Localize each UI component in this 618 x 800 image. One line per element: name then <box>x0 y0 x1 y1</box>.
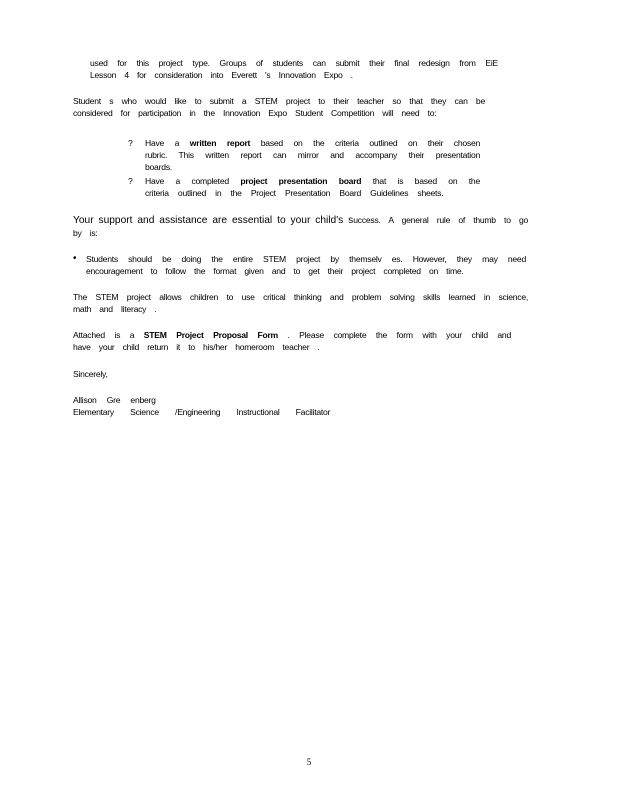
closing-text: Sincerely, <box>73 369 108 379</box>
bullet-text: Students should be doing the entire STEM project by themselv es. However, they may need encouragement to follow the format given and to get their project completed on time. <box>86 254 526 276</box>
attached-paragraph: Attached is a STEM Project Proposal Form . Please complete the form with your child and have your child return it to his/her homeroom teacher . <box>73 330 511 352</box>
support-lead-text: Your support and assistance are essential to your child's s <box>73 215 354 226</box>
proposal-form-name: STEM Project Proposal Form <box>143 330 278 340</box>
students-paragraph: Student s who would like to submit a STEM project to their teacher so that they can be considered for participation in the Innovation Expo Student Competition will need to: <box>73 96 485 118</box>
intro-line-1: used for this project type. Groups of students can submit their final redesign from EiE <box>90 58 498 68</box>
support-paragraph <box>73 214 528 239</box>
signature-name: Allison Gre enberg <box>73 395 156 405</box>
requirement-text: Have a completed project presentation board that is based on the criteria outlined in the Project Presentation Board Guidelines sheets. <box>145 176 480 198</box>
support-rest-text: uccess. A general rule of thumb to go by is: <box>73 215 529 238</box>
requirement-text: Have a written report based on the criteria outlined on their chosen rubric. This written report can mirror and accompany their presentation boards. <box>145 138 480 172</box>
intro-line-2: Lesson 4 for consideration into Everett 's Innovation Expo . <box>90 70 353 80</box>
bullet-marker: • <box>73 253 77 264</box>
page-number: 5 <box>306 757 312 767</box>
intro-paragraph <box>90 57 498 81</box>
requirement-marker: ? <box>128 138 133 148</box>
skills-paragraph: The STEM project allows children to use critical thinking and problem solving skills learned in science, math and literacy . <box>73 292 528 314</box>
requirement-marker: ? <box>128 176 133 186</box>
signature-title: Elementary Science /Engineering Instructional Facilitator <box>73 407 331 417</box>
